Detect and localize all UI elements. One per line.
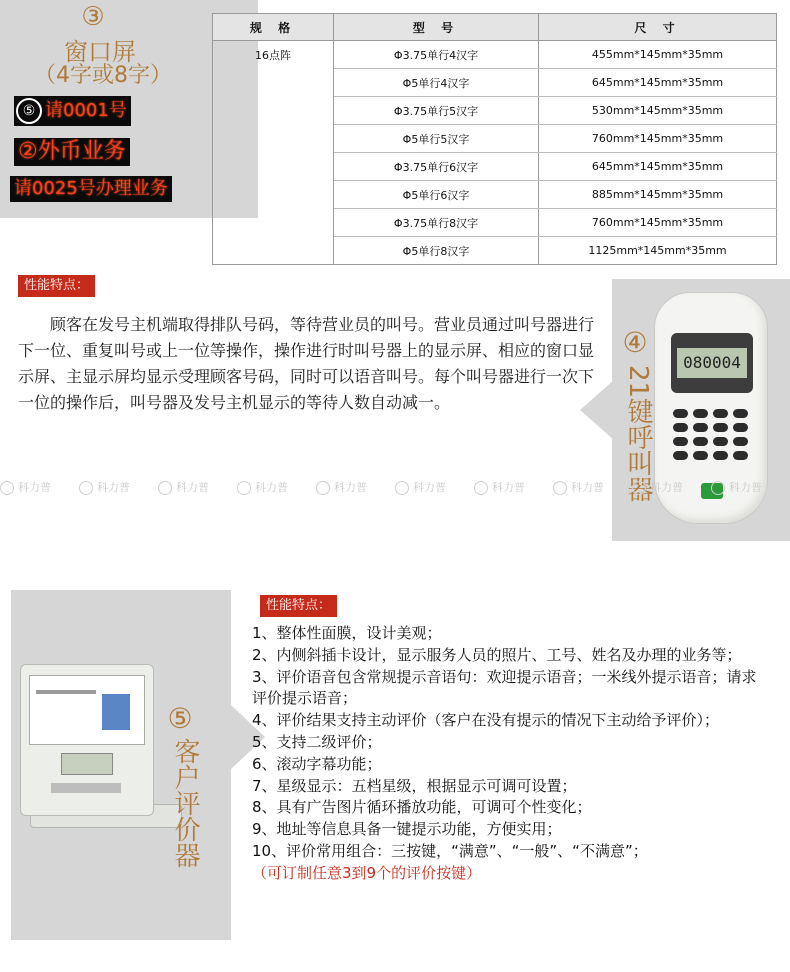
led-sample-1 [14, 96, 131, 126]
watermark [237, 479, 316, 495]
pager-keypad [673, 409, 753, 460]
section-title: 21键呼叫器 [623, 365, 653, 503]
pager-key [673, 409, 688, 418]
feature-item: 8、具有广告图片循环播放功能，可调可个性变化； [252, 798, 592, 817]
size-cell: 645mm*145mm*35mm [539, 153, 777, 181]
header-size: 尺 寸 [539, 14, 777, 41]
feature-item: 1、整体性面膜，设计美观； [252, 624, 442, 642]
section-number: ④ [622, 326, 648, 359]
model-cell: Φ3.75单行5汉字 [334, 97, 539, 125]
evaluator-device-image [20, 664, 170, 834]
watermark-text: 科力普 [97, 481, 130, 494]
pager-screen-frame [671, 333, 753, 393]
watermark-text: 科力普 [650, 481, 683, 494]
led-circle-number: ⑤ [16, 98, 42, 124]
features-badge: 性能特点： [18, 275, 95, 297]
pager-key [693, 437, 708, 446]
watermark-text: 科力普 [176, 481, 209, 494]
pager-key [733, 409, 748, 418]
watermark [79, 479, 158, 495]
size-cell: 760mm*145mm*35mm [539, 125, 777, 153]
led-sample-3: 请0025号办理业务 [10, 176, 172, 202]
watermark [632, 479, 711, 495]
feature-item: 2、内侧斜插卡设计，显示服务人员的照片、工号、姓名及办理的业务等； [252, 645, 742, 664]
size-cell: 760mm*145mm*35mm [539, 209, 777, 237]
model-cell: Φ5单行4汉字 [334, 69, 539, 97]
staff-photo [102, 694, 130, 730]
evaluator-card-text [36, 690, 96, 694]
watermark-text: 科力普 [571, 481, 604, 494]
feature-item: 6、滚动字幕功能； [252, 754, 382, 773]
watermark [395, 479, 474, 495]
watermark-logo-icon [0, 481, 14, 495]
model-cell: Φ5单行6汉字 [334, 181, 539, 209]
size-cell: 530mm*145mm*35mm [539, 97, 777, 125]
pager-key [713, 409, 728, 418]
pager-key [673, 451, 688, 460]
watermark-text: 科力普 [492, 481, 525, 494]
watermark-logo-icon [553, 481, 567, 495]
evaluator-body [20, 664, 154, 816]
section-title: 窗口屏 [64, 38, 136, 66]
panel-pointer [580, 380, 614, 440]
model-cell: Φ3.75单行4汉字 [334, 41, 539, 69]
header-spec: 规 格 [213, 14, 334, 41]
evaluator-card-slot [29, 675, 145, 745]
watermark-text: 科力普 [729, 481, 762, 494]
feature-item: 5、支持二级评价； [252, 732, 382, 751]
pager-key [713, 451, 728, 460]
model-cell: Φ3.75单行8汉字 [334, 209, 539, 237]
pager-key [733, 437, 748, 446]
pager-key [733, 423, 748, 432]
led-text: 请0001号 [45, 100, 127, 121]
spec-value: 16点阵 [213, 41, 334, 265]
watermark [711, 479, 790, 495]
description-paragraph: 顾客在发号主机端取得排队号码，等待营业员的叫号。营业员通过叫号器进行下一位、重复叫号或上一位等操作，操作进行时叫号器上的显示屏、相应的窗口显示屏、主显示屏均显示受理顾客号码，同时可以语音叫号。每个叫号器进行一次下一位的操作后，叫号器及发号主机显示的等待人数自动减一。 [18, 315, 595, 412]
custom-note: （可订制任意3到9个的评价按键） [252, 863, 482, 882]
watermark [158, 479, 237, 495]
feature-list [252, 623, 762, 885]
size-cell: 885mm*145mm*35mm [539, 181, 777, 209]
section-subtitle: （4字或8字） [34, 63, 172, 88]
watermark [553, 479, 632, 495]
evaluator-buttons [51, 783, 121, 793]
watermark [316, 479, 395, 495]
feature-item: 4、评价结果支持主动评价（客户在没有提示的情况下主动给予评价）； [252, 711, 720, 730]
pager-key [713, 423, 728, 432]
watermark-logo-icon [632, 481, 646, 495]
size-cell: 645mm*145mm*35mm [539, 69, 777, 97]
features-badge: 性能特点： [260, 595, 337, 617]
watermark-text: 科力普 [334, 481, 367, 494]
size-cell: 455mm*145mm*35mm [539, 41, 777, 69]
pager-key [673, 423, 688, 432]
pager-key [733, 451, 748, 460]
watermark-logo-icon [395, 481, 409, 495]
watermark-text: 科力普 [18, 481, 51, 494]
led-sample-2: ②外币业务 [14, 138, 130, 166]
watermark-logo-icon [237, 481, 251, 495]
pager-key [693, 451, 708, 460]
pager-key [693, 409, 708, 418]
table-row [213, 41, 777, 69]
pager-display: 080004 [677, 348, 747, 378]
feature-item: 9、地址等信息具备一键提示功能，方便实用； [252, 820, 562, 839]
model-cell: Φ3.75单行6汉字 [334, 153, 539, 181]
pager-key [693, 423, 708, 432]
pager-key [713, 437, 728, 446]
watermark [0, 479, 79, 495]
watermark-row [0, 476, 790, 498]
feature-item: 7、星级显示：五档星级，根据显示可调可设置； [252, 776, 577, 795]
watermark-logo-icon [158, 481, 172, 495]
header-model: 型 号 [334, 14, 539, 41]
watermark-text: 科力普 [255, 481, 288, 494]
pager-key [673, 437, 688, 446]
spec-table [212, 13, 777, 265]
watermark [474, 479, 553, 495]
feature-item: 3、评价语音包含常规提示音语句：欢迎提示语音；一米线外提示语音；请求评价提示语音； [252, 667, 757, 708]
feature-item: 10、评价常用组合：三按键，“满意”、“一般”、“不满意”； [252, 841, 648, 860]
evaluator-lcd [61, 753, 113, 775]
model-cell: Φ5单行5汉字 [334, 125, 539, 153]
section-number: ③ [81, 2, 105, 32]
watermark-logo-icon [711, 481, 725, 495]
section-title: 客户评价器 [170, 738, 200, 868]
model-cell: Φ5单行8汉字 [334, 237, 539, 265]
watermark-logo-icon [474, 481, 488, 495]
section-number: ⑤ [167, 702, 193, 735]
watermark-logo-icon [316, 481, 330, 495]
watermark-logo-icon [79, 481, 93, 495]
size-cell: 1125mm*145mm*35mm [539, 237, 777, 265]
watermark-text: 科力普 [413, 481, 446, 494]
